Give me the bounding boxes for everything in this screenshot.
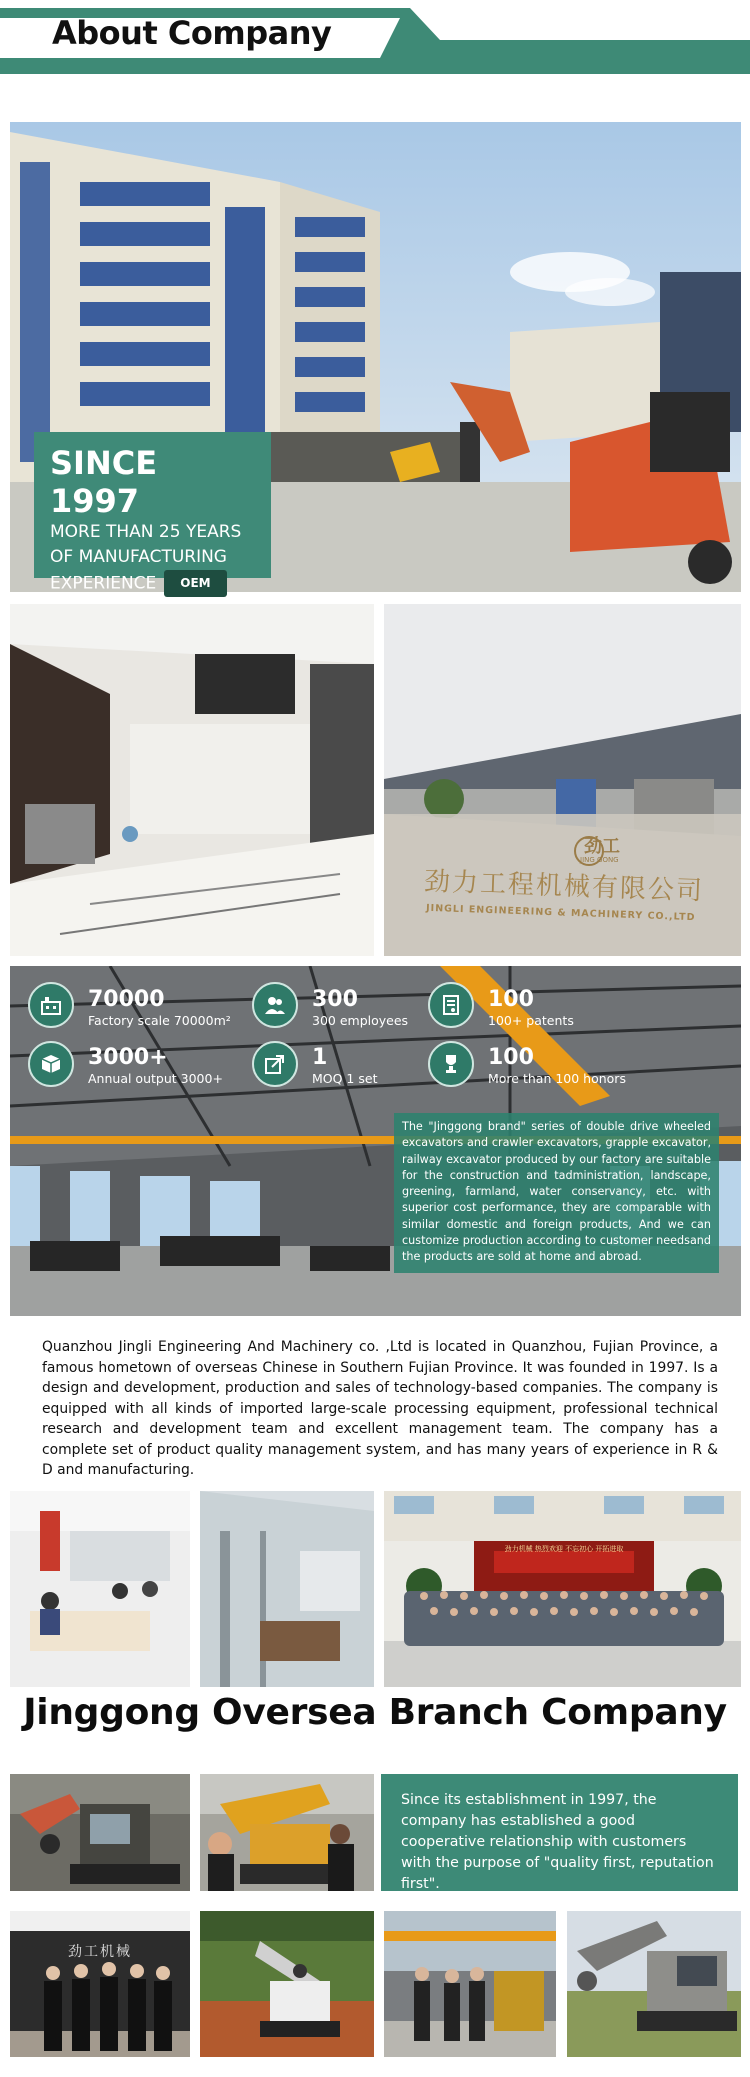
establishment-text-box: Since its establishment in 1997, the company has established a good cooperative relationship with customers with the purpose of "quality first, reputation first".: [381, 1774, 738, 1891]
stat-number-employees: 300: [312, 987, 358, 1012]
since-line-3: [50, 570, 255, 597]
since-1997-box: [34, 432, 271, 594]
share-icon: [252, 1041, 298, 1087]
office-photo: [10, 1491, 190, 1687]
excavator-photo-1: [10, 1774, 190, 1891]
showroom-team-photo: [10, 1911, 190, 2057]
trophy-icon: [428, 1041, 474, 1087]
branch-section-title: Jinggong Oversea Branch Company: [23, 1692, 727, 1733]
mini-excavator-field-photo: [200, 1911, 374, 2057]
stat-label-moq: MOQ 1 set: [312, 1071, 378, 1086]
since-line-1: MORE THAN 25 YEARS: [50, 522, 242, 542]
stat-label-factory: Factory scale 70000m²: [88, 1013, 231, 1028]
people-icon: [252, 982, 298, 1028]
section-header: [0, 0, 750, 80]
showroom-logo-text: 劲工机械: [68, 1944, 132, 1960]
wheeled-excavator-photo: [567, 1911, 741, 2057]
page-title: About Company: [52, 14, 332, 52]
gate-logo-subtext: JING GONG: [580, 856, 619, 864]
certificate-icon: [428, 982, 474, 1028]
team-group-photo: [384, 1491, 741, 1687]
stat-label-patents: 100+ patents: [488, 1013, 574, 1028]
factory-gate-photo: [384, 604, 741, 956]
stat-label-honors: More than 100 honors: [488, 1071, 626, 1086]
stat-number-honors: 100: [488, 1045, 534, 1070]
gate-chinese-sign: 劲力工程机械有限公司: [423, 866, 705, 907]
team-banner-text: 劲力机械 热烈欢迎 不忘初心 开拓进取: [504, 1545, 624, 1553]
glass-office-photo: [200, 1491, 374, 1687]
stat-label-output: Annual output 3000+: [88, 1071, 223, 1086]
stat-number-factory: 70000: [88, 987, 165, 1012]
stat-number-moq: 1: [312, 1045, 328, 1070]
stat-number-patents: 100: [488, 987, 534, 1012]
factory-description: The "Jinggong brand" series of double drive wheeled excavators and crawler excavators, grapple excavator, railway excavator produced by our factory are suitable for the construction and tadministration, landscape, greening, farmland, water conservancy, etc. with superior cost performance, they are comparable with similar domestic and foreign products, And we can customize production according to customer needsand the products are sold at home and abroad.: [394, 1113, 719, 1273]
box-icon: [28, 1041, 74, 1087]
oem-badge: OEM: [164, 570, 226, 597]
since-title: SINCE 1997: [50, 444, 158, 520]
since-line-2: OF MANUFACTURING: [50, 547, 227, 567]
stat-label-employees: 300 employees: [312, 1013, 409, 1028]
stat-number-output: 3000+: [88, 1045, 168, 1070]
gate-logo-text: 劲工: [584, 836, 620, 857]
gate-english-sign: JINGLI ENGINEERING & MACHINERY CO.,LTD: [425, 902, 696, 924]
since-line-3-text: EXPERIENCE: [50, 573, 157, 594]
excavator-photo-2: [200, 1774, 374, 1891]
lobby-photo: [10, 604, 374, 956]
factory-icon: [28, 982, 74, 1028]
factory-visit-photo: [384, 1911, 556, 2057]
company-intro: Quanzhou Jingli Engineering And Machinery co. ,Ltd is located in Quanzhou, Fujian Province, a famous hometown of overseas Chinese in Southern Fujian Province. It was founded in 1997. Is a design and development, production and sales of technology-based companies. The company is equipped with all kinds of imported large-scale processing equipment, professional technical research and development team and excellent management team. The company has a complete set of product quality management system, and has many years of experience in R & D and manufacturing.: [42, 1339, 718, 1478]
